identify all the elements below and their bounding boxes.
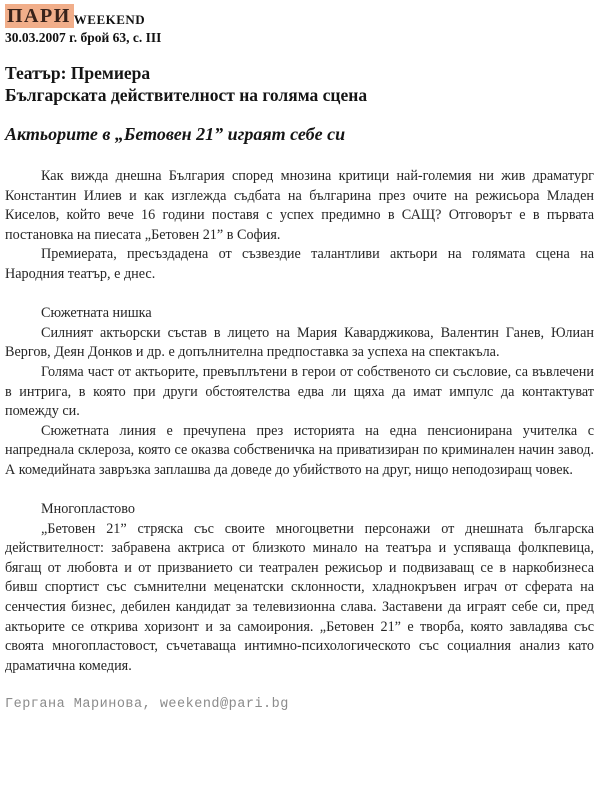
article-kicker: Театър: Премиера	[5, 63, 151, 83]
weekend-brand-label: WEEKEND	[73, 12, 146, 27]
paragraph: Голяма част от актьорите, превъплътени в герои от собственото си съсловие, са въвлечени в интрига, в която при други обстоятелства едва ли щяха да имат импулс да контактуват помежду си.	[5, 363, 594, 420]
section-subheading: Многопластово	[41, 501, 135, 518]
headline-block	[5, 63, 594, 106]
masthead	[5, 4, 594, 46]
paragraph: Силният актьорски състав в лицето на Мария Каварджикова, Валентин Ганев, Юлиан Вергов, Деян Донков и др. е допълнителна предпоставка за успеха на спектакъла.	[5, 324, 594, 361]
byline-email: weekend@pari.bg	[159, 697, 289, 713]
article-body	[5, 167, 594, 676]
issue-date-line: 30.03.2007 г. брой 63, с. III	[5, 30, 162, 45]
paragraph: „Бетовен 21” стряска със своите многоцветни персонажи от днешната българска действителност: забравена актриса от близкото минало на театъра и успяваща фолкпевица, бягащ от любовта и от призванието си театрален режисьор и подвизаващ се в наркобизнеса бивш спортист със съмнителни меценатски склонности, хладнокръвен играч от сферата на сенчестия бизнес, дебилен кандидат за телевизионна слава. Заставени да играят себе си, пред актьорите се открива хоризонт и за самоирония. „Бетовен 21” е творба, която завладява със своята многопластовост, съчетаваща интимно-психологическото със социалния анализ като драматична комедия.	[5, 520, 594, 674]
article-headline: Българската действителност на голяма сцена	[5, 84, 368, 105]
brand-row	[5, 4, 594, 28]
byline	[5, 697, 594, 712]
pari-logo: ПАРИ	[5, 4, 74, 28]
byline-author: Гергана Маринова,	[5, 697, 160, 713]
paragraph: Как вижда днешна България според мнозина критици най-големия ни жив драматург Константин Илиев и как изглежда съдбата на българина през очите на режисьора Младен Киселов, който вече 16 години поставя с успех предимно в САЩ? Отговорът е в първата постановка на пиесата „Бетовен 21” в София.	[5, 168, 594, 243]
article-subhead: Актьорите в „Бетовен 21” играят себе си	[5, 124, 346, 144]
section-subheading: Сюжетната нишка	[41, 305, 152, 322]
paragraph: Сюжетната линия е пречупена през историята на една пенсионирана учителка с напреднала склероза, която се оказва собственичка на приватизиран по криминален начин завод. А комедийната завръзка заплашва да доведе до убийството на друг, нищо неподозиращ човек.	[5, 422, 594, 478]
paragraph: Премиерата, пресъздадена от съзвездие талантливи актьори на голямата сцена на Народния театър, е днес.	[5, 246, 594, 282]
